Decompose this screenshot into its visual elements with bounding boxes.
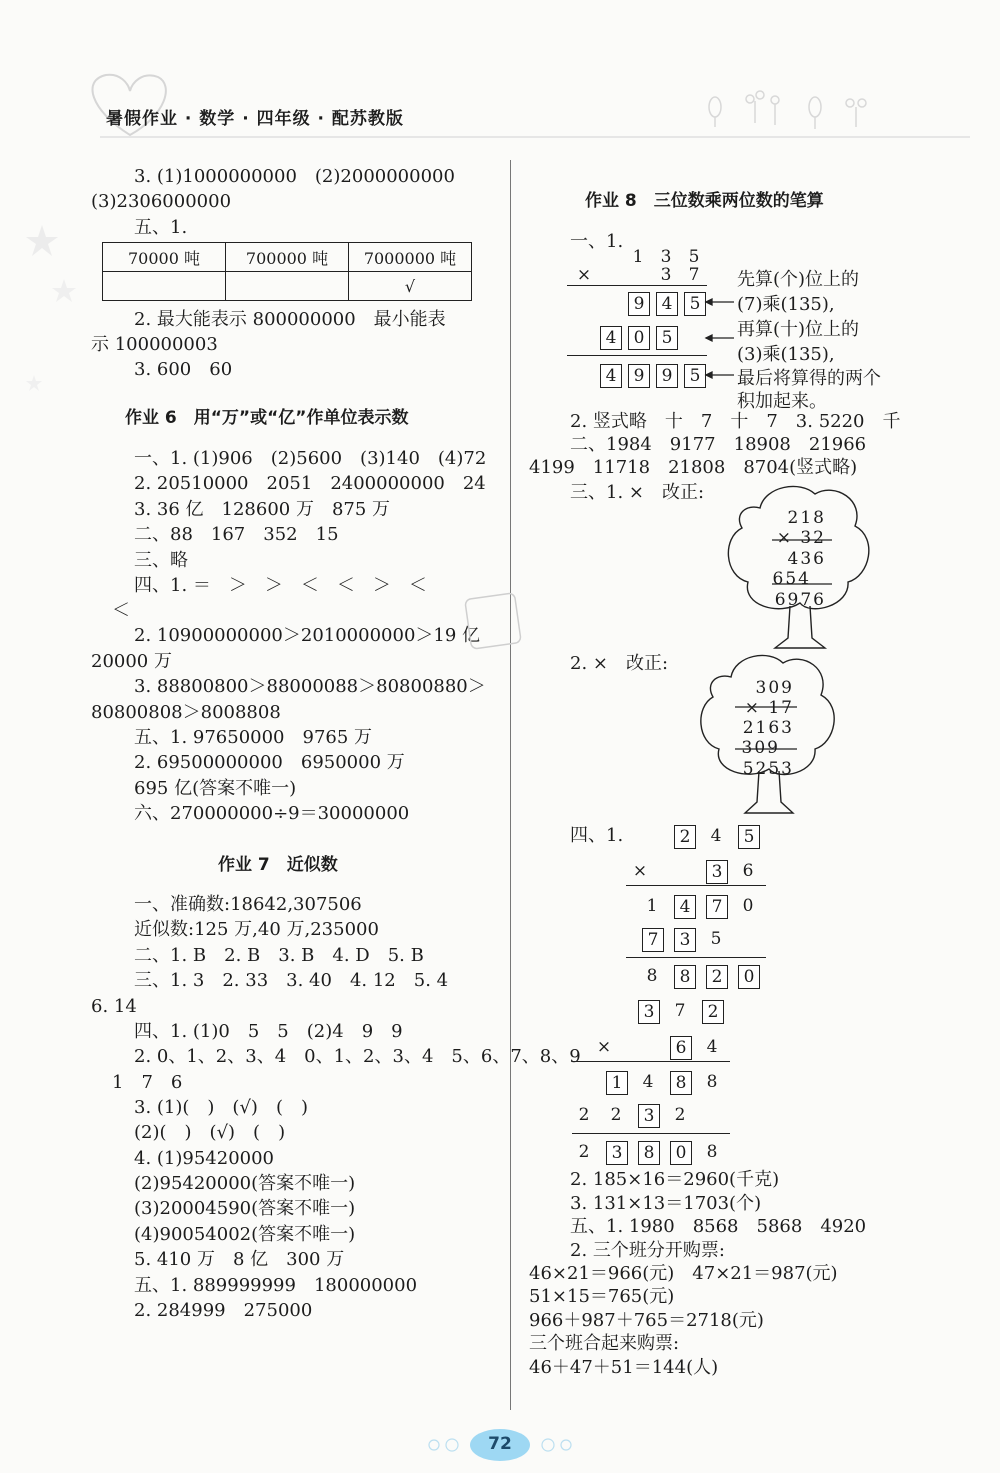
digit: 4: [642, 1072, 654, 1092]
s6-line: 五、1. 97650000 9765 万: [134, 727, 373, 748]
digit-box: 9: [656, 364, 678, 388]
section-heading-8: 作业 8 三位数乘两位数的笔算: [585, 191, 824, 211]
digit-box: 9: [628, 364, 650, 388]
rule-line: [567, 355, 707, 356]
tail-line: 三个班合起来购票:: [529, 1333, 680, 1354]
digit: 8: [706, 1072, 718, 1092]
digit: 7: [688, 265, 700, 285]
s6-line: 2. 20510000 2051 2400000000 24: [134, 473, 486, 494]
s6-line: 二、88 167 352 15: [134, 524, 339, 545]
note-4: (3)乘(135),: [737, 344, 835, 365]
digit-box: 0: [670, 1141, 692, 1165]
note-2: (7)乘(135),: [737, 294, 835, 315]
digit-box: 3: [674, 928, 696, 952]
rule-line: [626, 957, 766, 958]
digit-box: 7: [706, 895, 728, 919]
s7-line: (2)( ) (√) ( ): [134, 1122, 286, 1143]
digit-box: 3: [638, 1000, 660, 1024]
digit-box: 0: [738, 965, 760, 989]
left-line-1: 3. (1)1000000000 (2)2000000000: [134, 166, 455, 187]
digit: 2: [578, 1142, 590, 1162]
s7-line: 4. (1)95420000: [134, 1148, 275, 1169]
table-cell: 70000 吨: [103, 243, 226, 272]
s7-line: (2)95420000(答案不唯一): [134, 1173, 356, 1194]
s7-line: 近似数:125 万,40 万,235000: [134, 919, 379, 940]
tail-line: 3. 131×13＝1703(个): [570, 1193, 762, 1214]
tree2-line: 2163: [742, 718, 794, 738]
left-line-4: 2. 最大能表示 800000000 最小能表: [134, 309, 446, 330]
tail-line: 46＋47＋51＝144(人): [529, 1357, 719, 1378]
digit-box: 5: [656, 326, 678, 350]
s7-line: 一、准确数:18642,307506: [134, 894, 362, 915]
right-line-2: 二、1984 9177 18908 21966: [570, 434, 867, 455]
digit: 3: [660, 265, 672, 285]
section-heading-7: 作业 7 近似数: [218, 855, 338, 875]
digit-box: 5: [684, 292, 706, 316]
rule-line: [567, 285, 707, 286]
tree1-line: 436: [787, 549, 826, 569]
s7-line: 四、1. (1)0 5 5 (2)4 9 9: [134, 1021, 403, 1042]
left-line-2: (3)2306000000: [91, 191, 232, 212]
right-part-1: 一、1.: [570, 231, 624, 252]
digit: ×: [576, 265, 592, 285]
digit: 7: [674, 1001, 686, 1021]
digit-box: 9: [628, 292, 650, 316]
digit-box: 7: [642, 928, 664, 952]
tail-line: 51×15＝765(元): [529, 1286, 675, 1307]
digit: 1: [632, 247, 644, 267]
left-line-5: 示 100000003: [91, 334, 218, 355]
note-6: 积加起来。: [737, 391, 827, 412]
tail-line: 966＋987＋765＝2718(元): [529, 1310, 764, 1331]
s7-line: 二、1. B 2. B 3. B 4. D 5. B: [134, 945, 424, 966]
tree1-line: 654: [772, 569, 811, 589]
digit: 2: [674, 1105, 686, 1125]
s6-line: 80800808＞8008808: [91, 702, 281, 723]
s6-line: 四、1. ＝ ＞ ＞ ＜ ＜ ＞ ＜: [134, 575, 427, 596]
table-cell: 700000 吨: [226, 243, 349, 272]
digit: 0: [742, 896, 754, 916]
s7-line: 5. 410 万 8 亿 300 万: [134, 1249, 345, 1270]
tree2-line: 309: [755, 678, 794, 698]
digit-box: 1: [606, 1071, 628, 1095]
digit: 2: [578, 1105, 590, 1125]
s7-line: 1 7 6: [112, 1072, 183, 1093]
s7-line: 6. 14: [91, 996, 137, 1017]
tail-line: 五、1. 1980 8568 5868 4920: [570, 1216, 867, 1237]
left-line-6: 3. 600 60: [134, 359, 233, 380]
digit-box: 5: [738, 825, 760, 849]
column-divider: [510, 160, 511, 1410]
digit-box: 0: [628, 326, 650, 350]
table-cell: [226, 272, 349, 301]
s6-line: 2. 10900000000＞2010000000＞19 亿: [134, 625, 481, 646]
digit-box: 8: [674, 965, 696, 989]
flowers-icon: [709, 91, 866, 129]
s6-line: 3. 88800800＞88000088＞80800880＞: [134, 676, 486, 697]
s6-line: 六、270000000÷9＝30000000: [134, 803, 410, 824]
arrow-icons: [700, 290, 740, 390]
digit-box: 4: [600, 326, 622, 350]
digit: 8: [646, 966, 658, 986]
table-cell: [103, 272, 226, 301]
digit-box: 3: [706, 860, 728, 884]
digit-box: 2: [702, 1000, 724, 1024]
right-part-4: 四、1.: [570, 825, 624, 846]
tree2-line: × 17: [744, 698, 794, 718]
digit: 5: [710, 929, 722, 949]
s6-line: 695 亿(答案不唯一): [134, 778, 297, 799]
table-cell: 7000000 吨: [349, 243, 472, 272]
digit-box: 4: [674, 895, 696, 919]
tail-line: 2. 三个班分开购票:: [570, 1240, 725, 1261]
digit-box: 4: [656, 292, 678, 316]
digit-box: 6: [670, 1036, 692, 1060]
s7-line: (3)20004590(答案不唯一): [134, 1198, 356, 1219]
left-line-3: 五、1.: [134, 217, 188, 238]
s6-line: 三、略: [134, 550, 188, 571]
digit-box: 4: [600, 364, 622, 388]
tree2-line: 5253: [742, 759, 794, 779]
digit-box: 2: [674, 825, 696, 849]
watermark-stamp-icon: [460, 588, 530, 658]
s7-line: (4)90054002(答案不唯一): [134, 1224, 356, 1245]
s6-line: 3. 36 亿 128600 万 875 万: [134, 499, 391, 520]
digit: 4: [710, 826, 722, 846]
digit-box: 3: [606, 1141, 628, 1165]
digit: ×: [632, 861, 648, 881]
tree1-line: 6976: [774, 590, 826, 610]
rule-line: [572, 1133, 730, 1134]
star-decoration-icon: [20, 215, 80, 415]
digit: ×: [596, 1037, 612, 1057]
s6-line: 一、1. (1)906 (2)5600 (3)140 (4)72: [134, 448, 487, 469]
s7-line: 五、1. 889999999 180000000: [134, 1275, 418, 1296]
header-decoration: [70, 55, 970, 145]
s6-line: 20000 万: [91, 651, 172, 672]
tonne-table: [102, 242, 472, 301]
digit: 2: [610, 1105, 622, 1125]
digit: 1: [646, 896, 658, 916]
s6-line: 2. 69500000000 6950000 万: [134, 752, 405, 773]
tree1-line: × 32: [776, 528, 826, 548]
digit-box: 3: [638, 1104, 660, 1128]
digit-box: 2: [706, 965, 728, 989]
right-line-5: 2. × 改正:: [570, 653, 669, 674]
s7-line: 三、1. 3 2. 33 3. 40 4. 12 5. 4: [134, 970, 449, 991]
tree2-line: 309: [741, 738, 780, 758]
rule-line: [626, 885, 766, 886]
right-line-4: 三、1. × 改正:: [570, 482, 705, 503]
s7-line: 2. 284999 275000: [134, 1300, 313, 1321]
digit-box: 8: [638, 1141, 660, 1165]
right-line-3: 4199 11718 21808 8704(竖式略): [529, 457, 858, 478]
rule-line: [572, 1061, 730, 1062]
s7-line: 3. (1)( ) (√) ( ): [134, 1097, 308, 1118]
tail-line: 46×21＝966(元) 47×21＝987(元): [529, 1263, 838, 1284]
note-1: 先算(个)位上的: [737, 269, 860, 290]
section-heading-6: 作业 6 用“万”或“亿”作单位表示数: [125, 408, 409, 428]
digit: 4: [706, 1037, 718, 1057]
tail-line: 2. 185×16＝2960(千克): [570, 1169, 780, 1190]
table-cell: √: [349, 272, 472, 301]
digit: 6: [742, 861, 754, 881]
s6-line: ＜: [112, 600, 130, 621]
tree1-line: 218: [787, 508, 826, 528]
digit-box: 8: [670, 1071, 692, 1095]
digit: 3: [660, 247, 672, 267]
s7-line: 2. 0、1、2、3、4 0、1、2、3、4 5、6、7、8、9: [134, 1046, 581, 1067]
header-title: 暑假作业 · 数学 · 四年级 · 配苏教版: [106, 109, 404, 129]
page-number: 72: [488, 1434, 512, 1454]
digit-box: 5: [684, 364, 706, 388]
right-line-1: 2. 竖式略 十 7 十 7 3. 5220 千: [570, 411, 901, 432]
digit: 8: [706, 1142, 718, 1162]
digit: 5: [688, 247, 700, 267]
note-3: 再算(十)位上的: [737, 319, 860, 340]
note-5: 最后将算得的两个: [737, 368, 881, 389]
